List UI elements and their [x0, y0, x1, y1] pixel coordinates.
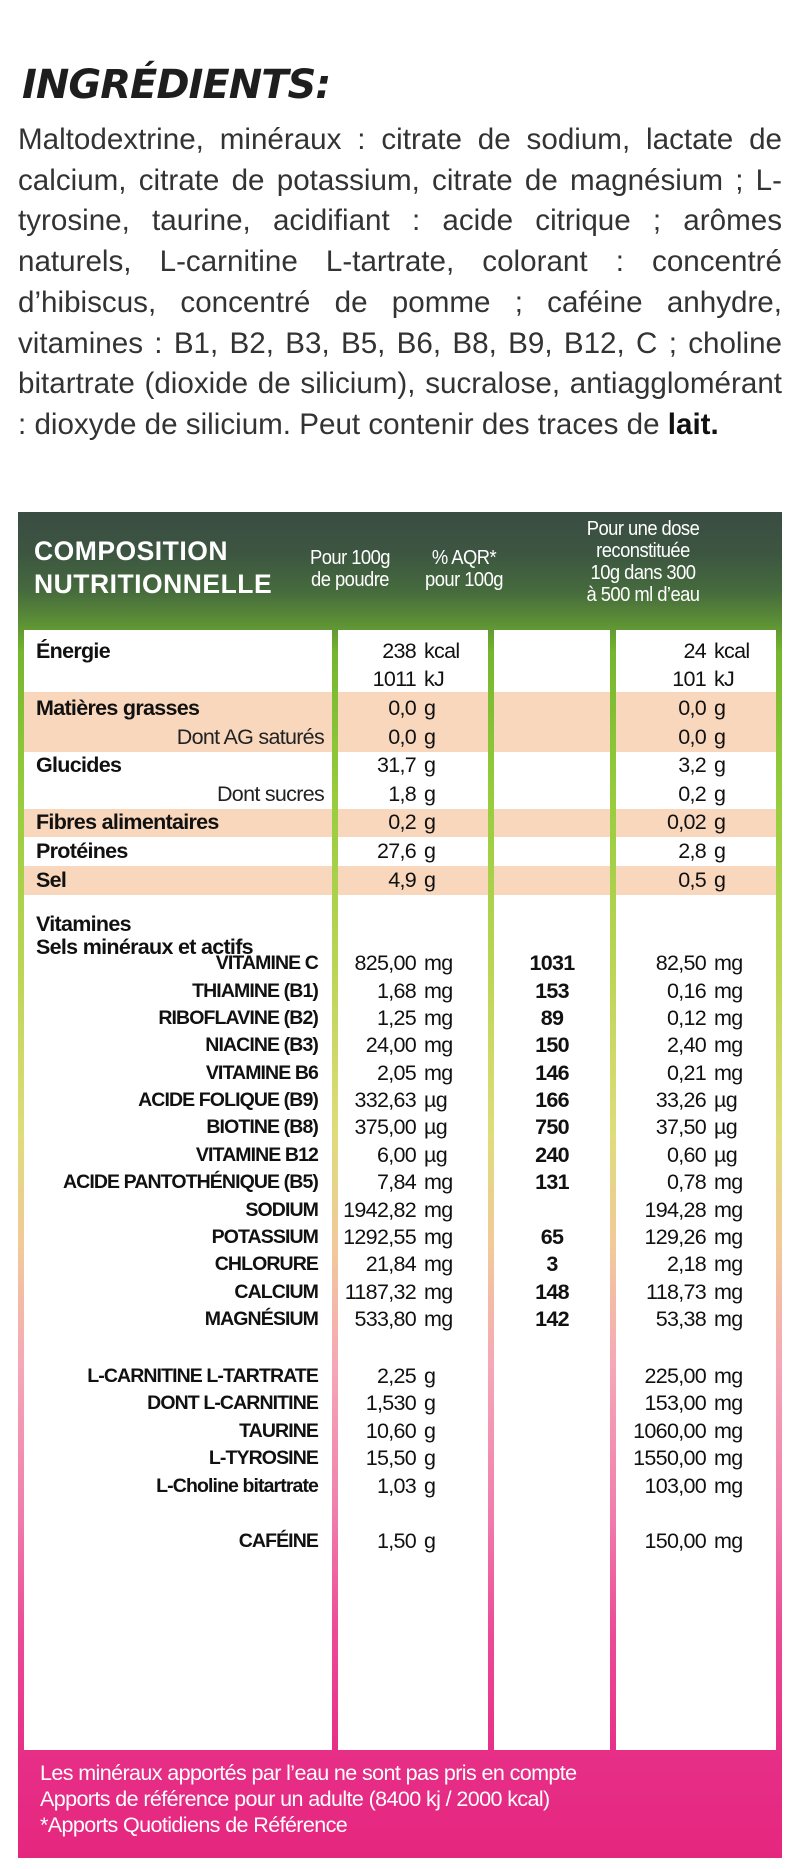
value-per-100g: 6,00 [376, 1143, 416, 1167]
value-per-100g: 1,50 [376, 1529, 416, 1553]
unit-per-100g: g [424, 696, 436, 720]
footnote-aqr: *Apports Quotidiens de Référence [40, 1813, 348, 1837]
value-per-100g: 1,03 [376, 1474, 416, 1498]
unit-per-dose: mg [714, 1170, 743, 1194]
unit-per-100g: mg [424, 951, 453, 975]
aqr-percent: 131 [535, 1170, 569, 1194]
value-per-dose: 1060,00 [633, 1419, 706, 1443]
unit-per-dose: mg [714, 1364, 743, 1388]
unit-per-100g: mg [424, 1252, 453, 1276]
value-per-dose: 118,73 [646, 1280, 706, 1304]
unit-per-100g: µg [424, 1088, 447, 1112]
aqr-percent: 750 [535, 1115, 569, 1139]
column-aqr [494, 630, 610, 1750]
aqr-percent: 146 [535, 1061, 569, 1085]
value-per-100g: 332,63 [354, 1088, 416, 1112]
row-label: RIBOFLAVINE (B2) [158, 1007, 318, 1029]
value-per-dose: 153,00 [644, 1391, 706, 1415]
value-per-100g: 24,00 [365, 1033, 416, 1057]
unit-per-dose: mg [714, 1006, 743, 1030]
unit-per-dose: g [714, 782, 726, 806]
unit-per-dose: mg [714, 1419, 743, 1443]
unit-per-100g: mg [424, 1198, 453, 1222]
value-per-dose: 0,0 [678, 725, 706, 749]
aqr-percent: 1031 [529, 951, 575, 975]
row-label: L-CARNITINE L-TARTRATE [87, 1365, 318, 1387]
value-per-dose: 0,2 [678, 782, 706, 806]
unit-per-100g: g [424, 1446, 436, 1470]
unit-per-dose: mg [714, 1280, 743, 1304]
column-per-dose [616, 630, 776, 1750]
value-per-dose: 33,26 [655, 1088, 706, 1112]
footnote-reference: Apports de référence pour un adulte (8400 kj / 2000 kcal) [40, 1787, 550, 1811]
value-per-dose: 103,00 [644, 1474, 706, 1498]
value-per-100g: 0,0 [388, 696, 416, 720]
row-highlight [494, 866, 610, 895]
header-col-dose-line4: à 500 ml d’eau [586, 584, 700, 606]
row-label: CAFÉINE [238, 1530, 318, 1552]
unit-per-dose: mg [714, 1252, 743, 1276]
value-per-dose: 1550,00 [633, 1446, 706, 1470]
unit-per-100g: kJ [424, 667, 445, 691]
unit-per-dose: g [714, 868, 726, 892]
row-label: Énergie [36, 639, 110, 663]
value-per-100g: 533,80 [354, 1307, 416, 1331]
aqr-percent: 240 [535, 1143, 569, 1167]
header-col-dose [519, 518, 767, 606]
aqr-percent: 166 [535, 1088, 569, 1112]
value-per-dose: 0,60 [666, 1143, 706, 1167]
value-per-dose: 2,40 [666, 1033, 706, 1057]
unit-per-100g: mg [424, 1170, 453, 1194]
value-per-100g: 0,0 [388, 725, 416, 749]
ingredients-title: INGRÉDIENTS: [22, 62, 331, 108]
unit-per-dose: mg [714, 1446, 743, 1470]
row-highlight [24, 866, 332, 895]
row-label: Matières grasses [36, 696, 200, 720]
row-label: BIOTINE (B8) [206, 1116, 318, 1138]
unit-per-dose: mg [714, 1225, 743, 1249]
row-label: L-Choline bitartrate [156, 1475, 318, 1497]
unit-per-100g: g [424, 1391, 436, 1415]
row-label: Sel [36, 868, 67, 892]
header-col-dose-line1: Pour une dose [586, 518, 700, 540]
unit-per-dose: g [714, 753, 726, 777]
value-per-dose: 2,18 [666, 1252, 706, 1276]
value-per-dose: 194,28 [644, 1198, 706, 1222]
row-label: SODIUM [245, 1199, 318, 1221]
unit-per-dose: µg [714, 1115, 737, 1139]
footnote-minerals: Les minéraux apportés par l’eau ne sont pas pris en compte [40, 1761, 577, 1785]
unit-per-dose: µg [714, 1143, 737, 1167]
row-label: CHLORURE [214, 1253, 318, 1275]
row-label: DONT L-CARNITINE [147, 1392, 318, 1414]
unit-per-dose: kcal [714, 639, 750, 663]
aqr-percent: 3 [546, 1252, 558, 1276]
unit-per-100g: mg [424, 1033, 453, 1057]
value-per-100g: 0,2 [388, 810, 416, 834]
aqr-percent: 153 [535, 979, 569, 1003]
unit-per-dose: mg [714, 1474, 743, 1498]
vitamins-subtitle: Sels minéraux et actifs [36, 935, 253, 959]
header-col-aqr-line1: % AQR* [431, 547, 497, 569]
unit-per-dose: mg [714, 1198, 743, 1222]
column-labels [24, 630, 332, 1750]
unit-per-dose: µg [714, 1088, 737, 1112]
value-per-100g: 238 [382, 639, 416, 663]
value-per-dose: 0,5 [678, 868, 706, 892]
value-per-dose: 24 [683, 639, 706, 663]
row-label: THIAMINE (B1) [192, 980, 318, 1002]
unit-per-dose: g [714, 810, 726, 834]
unit-per-dose: mg [714, 951, 743, 975]
unit-per-100g: g [424, 1474, 436, 1498]
value-per-dose: 129,26 [644, 1225, 706, 1249]
unit-per-100g: mg [424, 1280, 453, 1304]
unit-per-100g: g [424, 1364, 436, 1388]
value-per-dose: 37,50 [655, 1115, 706, 1139]
unit-per-dose: kJ [714, 667, 735, 691]
value-per-dose: 2,8 [678, 839, 706, 863]
aqr-percent: 65 [540, 1225, 564, 1249]
value-per-dose: 101 [672, 667, 706, 691]
value-per-100g: 21,84 [365, 1252, 416, 1276]
value-per-100g: 27,6 [376, 839, 416, 863]
value-per-dose: 53,38 [655, 1307, 706, 1331]
ingredients-text [18, 120, 782, 446]
row-label: Fibres alimentaires [36, 810, 219, 834]
unit-per-100g: mg [424, 979, 453, 1003]
value-per-100g: 1,530 [365, 1391, 416, 1415]
unit-per-100g: mg [424, 1006, 453, 1030]
unit-per-dose: g [714, 839, 726, 863]
header-col-100g-line2: de poudre [311, 569, 389, 591]
unit-per-100g: g [424, 839, 436, 863]
row-label: Glucides [36, 753, 122, 777]
aqr-percent: 89 [540, 1006, 564, 1030]
aqr-percent: 142 [535, 1307, 569, 1331]
row-label: L-TYROSINE [208, 1447, 318, 1469]
value-per-dose: 0,12 [666, 1006, 706, 1030]
value-per-100g: 1187,32 [344, 1280, 416, 1304]
unit-per-100g: mg [424, 1307, 453, 1331]
unit-per-100g: mg [424, 1225, 453, 1249]
value-per-100g: 1,8 [388, 782, 416, 806]
row-label: VITAMINE C [215, 952, 318, 974]
row-label: TAURINE [239, 1420, 318, 1442]
unit-per-100g: g [424, 753, 436, 777]
unit-per-100g: µg [424, 1143, 447, 1167]
unit-per-100g: µg [424, 1115, 447, 1139]
unit-per-dose: mg [714, 1391, 743, 1415]
vitamins-title: Vitamines [36, 912, 131, 936]
value-per-100g: 2,25 [376, 1364, 416, 1388]
value-per-100g: 1011 [372, 667, 416, 691]
value-per-dose: 0,0 [678, 696, 706, 720]
header-col-dose-line3: 10g dans 300 [590, 562, 696, 584]
unit-per-100g: g [424, 1419, 436, 1443]
row-sublabel: Dont AG saturés [176, 725, 324, 749]
value-per-100g: 825,00 [354, 951, 416, 975]
header-col-aqr-line2: pour 100g [425, 569, 503, 591]
value-per-dose: 82,50 [655, 951, 706, 975]
nutrition-table [18, 512, 782, 1858]
value-per-dose: 0,21 [666, 1061, 706, 1085]
unit-per-dose: mg [714, 1529, 743, 1553]
row-highlight [494, 809, 610, 837]
aqr-percent: 148 [535, 1280, 569, 1304]
header-col-dose-line2: reconstituée [596, 540, 690, 562]
column-per-100g [338, 630, 488, 1750]
unit-per-dose: mg [714, 979, 743, 1003]
table-title-line1: COMPOSITION [34, 536, 228, 566]
value-per-100g: 2,05 [376, 1061, 416, 1085]
value-per-100g: 375,00 [354, 1115, 416, 1139]
value-per-dose: 0,02 [666, 810, 706, 834]
value-per-100g: 10,60 [365, 1419, 416, 1443]
allergen-text: lait. [667, 407, 719, 441]
value-per-100g: 7,84 [376, 1170, 416, 1194]
value-per-100g: 1,25 [376, 1006, 416, 1030]
unit-per-100g: g [424, 1529, 436, 1553]
aqr-percent: 150 [535, 1033, 569, 1057]
unit-per-100g: g [424, 725, 436, 749]
value-per-dose: 225,00 [644, 1364, 706, 1388]
row-sublabel: Dont sucres [216, 782, 324, 806]
unit-per-dose: mg [714, 1061, 743, 1085]
value-per-100g: 1942,82 [343, 1198, 416, 1222]
row-label: POTASSIUM [211, 1226, 318, 1248]
unit-per-100g: g [424, 868, 436, 892]
row-label: VITAMINE B12 [195, 1144, 318, 1166]
unit-per-dose: g [714, 696, 726, 720]
header-col-100g-line1: Pour 100g [310, 547, 390, 569]
row-label: Protéines [36, 839, 128, 863]
row-label: CALCIUM [234, 1281, 318, 1303]
value-per-100g: 31,7 [376, 753, 416, 777]
footnotes [40, 1760, 780, 1838]
value-per-dose: 0,78 [666, 1170, 706, 1194]
unit-per-100g: g [424, 782, 436, 806]
unit-per-dose: g [714, 725, 726, 749]
row-label: VITAMINE B6 [205, 1062, 318, 1084]
header-col-100g [286, 547, 415, 591]
row-label: ACIDE FOLIQUE (B9) [138, 1089, 318, 1111]
unit-per-dose: mg [714, 1033, 743, 1057]
value-per-dose: 150,00 [644, 1529, 706, 1553]
header-col-aqr [418, 547, 510, 591]
row-label: ACIDE PANTOTHÉNIQUE (B5) [62, 1171, 318, 1193]
value-per-dose: 0,16 [666, 979, 706, 1003]
row-label: NIACINE (B3) [205, 1034, 318, 1056]
row-label: MAGNÉSIUM [204, 1308, 318, 1330]
ingredients-list: Maltodextrine, minéraux : citrate de sodium, lactate de calcium, citrate de potassium, citrate de magnésium ; L-tyrosine, taurine, acidifiant : acide citrique ; arômes naturels, L-carnitine L-tartrate, colorant : concentré d’hibiscus, concentré de pomme ; caféine anhydre, vitamines : B1, B2, B3, B5, B6, B8, B9, B12, C ; choline bitartrate (dioxide de silicium), sucralose, antiagglomérant : dioxyde de silicium. Peut contenir des traces de [18, 123, 782, 441]
value-per-100g: 1,68 [376, 979, 416, 1003]
row-highlight [494, 692, 610, 752]
value-per-100g: 1292,55 [343, 1225, 416, 1249]
value-per-100g: 4,9 [388, 868, 416, 892]
value-per-100g: 15,50 [365, 1446, 416, 1470]
value-per-dose: 3,2 [678, 753, 706, 777]
table-title-line2: NUTRITIONNELLE [34, 569, 273, 599]
unit-per-100g: kcal [424, 639, 460, 663]
unit-per-100g: g [424, 810, 436, 834]
unit-per-100g: mg [424, 1061, 453, 1085]
unit-per-dose: mg [714, 1307, 743, 1331]
